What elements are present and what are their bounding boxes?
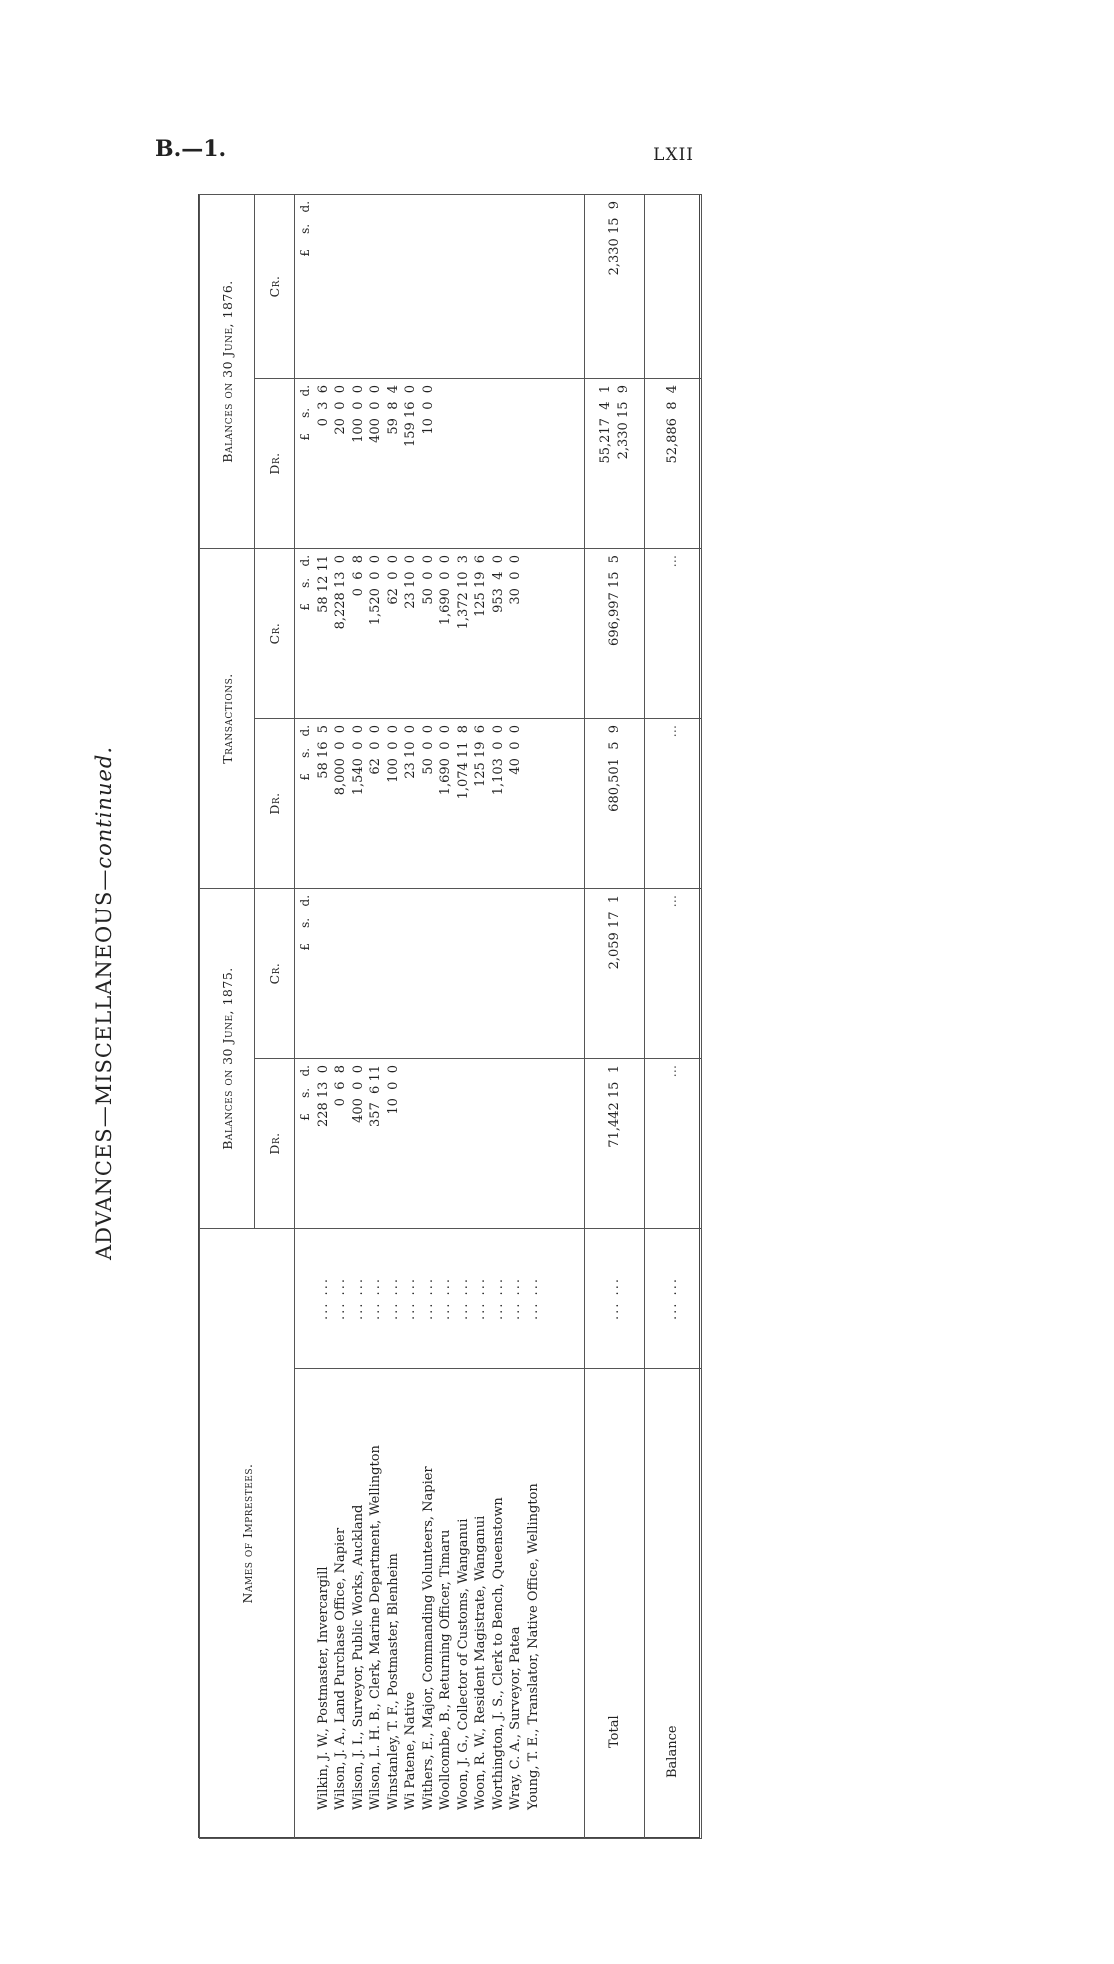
imprestee-name: Young, T. E., Translator, Native Office, Wellington (525, 1483, 541, 1810)
header-balances-1876: Balances on 30 June, 1876. (200, 194, 255, 548)
cell: 228 13 0 (315, 1065, 331, 1128)
imprestee-name: Woon, R. W., Resident Magistrate, Wanganui (473, 1515, 488, 1810)
cell: 20 0 0 (333, 384, 348, 435)
balance-label: Balance (645, 1369, 702, 1839)
col-1875-dr (295, 1059, 585, 1229)
leader-dots: ... ... ... ... ... ... ... ... ... ... ... ... ... ... ... ... ... ... ... ... ... ... ... ... ... ... (295, 1229, 585, 1369)
header-1876-cr: Cr. (255, 194, 295, 378)
units-label: £ s. d. (298, 724, 312, 781)
cell: 1,540 0 0 (350, 724, 366, 796)
cell: 357 6 11 (368, 1065, 383, 1128)
page-reference: B.—1. (155, 136, 227, 162)
cell: 1,690 0 0 (438, 554, 453, 626)
imprestee-name: Wray, C. A., Surveyor, Patea (508, 1626, 523, 1810)
balance-row: Balance ... ... ... ... ... ... 52,886 8 4 (645, 194, 702, 1838)
cell: 159 16 0 (403, 384, 418, 448)
imprestee-name: Wilson, L. H. B., Clerk, Marine Department, Wellington (368, 1445, 383, 1810)
cell: 23 10 0 (403, 724, 418, 779)
cell: 59 8 4 (385, 384, 401, 435)
cell: 953 4 0 (490, 554, 506, 613)
cell: 1,103 0 0 (490, 724, 506, 796)
cell: 100 0 0 (350, 384, 366, 443)
cell: 10 0 0 (420, 384, 436, 435)
imprestee-name: Wilson, J. I., Surveyor, Public Works, Auckland (350, 1504, 366, 1810)
total-trans-cr: 696,997 15 5 (585, 548, 645, 718)
cell: 30 0 0 (508, 554, 523, 605)
cell: 58 12 11 (315, 554, 331, 613)
cell: 125 19 6 (473, 724, 488, 788)
title-continued: continued. (92, 745, 116, 869)
balance-1876-dr: 52,886 8 4 (645, 378, 702, 548)
imprestee-name: Wilkin, J. W., Postmaster, Invercargill (315, 1566, 331, 1810)
imprestee-name: Woollcombe, B., Returning Officer, Timaru (438, 1529, 453, 1810)
cell: 40 0 0 (508, 724, 523, 775)
header-names: Names of Imprestees. (200, 1229, 295, 1839)
cell: 0 3 6 (315, 384, 331, 427)
total-1876-dr-line2: 2,330 15 9 (615, 384, 631, 460)
cell: 50 0 0 (420, 554, 436, 605)
imprestee-name: Woon, J. G., Collector of Customs, Wanganui (455, 1518, 471, 1810)
total-label: Total (585, 1369, 645, 1839)
units-label: £ s. d. (298, 894, 312, 951)
units-label: £ s. d. (298, 384, 312, 441)
header-trans-cr: Cr. (255, 548, 295, 718)
total-1875-cr: 2,059 17 1 (585, 888, 645, 1058)
cell: 400 0 0 (350, 1065, 366, 1123)
cell: 0 6 8 (350, 554, 366, 597)
imprestee-name: Worthington, J. S., Clerk to Bench, Queenstown (490, 1497, 506, 1810)
header-1875-cr: Cr. (255, 888, 295, 1058)
cell: 1,520 0 0 (368, 554, 383, 626)
total-trans-dr: 680,501 5 9 (585, 718, 645, 888)
title-main: ADVANCES—MISCELLANEOUS— (92, 868, 116, 1260)
cell: 125 19 6 (473, 554, 488, 618)
imprestee-name: Winstanley, T. F., Postmaster, Blenheim (385, 1553, 401, 1810)
units-label: £ s. d. (298, 1065, 312, 1121)
col-1875-cr (295, 888, 585, 1058)
cell: 1,074 11 8 (455, 724, 471, 800)
cell: 1,372 10 3 (455, 554, 471, 630)
cell: 8,228 13 0 (333, 554, 348, 630)
col-trans-dr (295, 718, 585, 888)
cell: 400 0 0 (368, 384, 383, 443)
total-row: Total ... ... 71,442 15 1 2,059 17 1 680,501 5 9 696,997 15 5 55,217 4 1 2,330 15 9 2,330 15 9 (585, 194, 645, 1838)
cell: 58 16 5 (315, 724, 331, 779)
imprestee-name: Withers, E., Major, Commanding Volunteers, Napier (420, 1466, 436, 1810)
cell: 10 0 0 (385, 1065, 401, 1115)
page-number: LXII (653, 145, 694, 165)
advances-table (199, 194, 702, 1839)
imprestee-names (295, 1369, 585, 1839)
total-1876-dr (585, 378, 645, 548)
imprestee-name: Wilson, J. A., Land Purchase Office, Napier (333, 1527, 348, 1810)
units-label: £ s. d. (298, 200, 312, 257)
total-1875-dr: 71,442 15 1 (585, 1059, 645, 1229)
header-1876-dr: Dr. (255, 378, 295, 548)
cell: 62 0 0 (385, 554, 401, 605)
cell: 1,690 0 0 (438, 724, 453, 796)
units-label: £ s. d. (298, 554, 312, 611)
col-1876-cr (295, 194, 585, 378)
col-trans-cr (295, 548, 585, 718)
header-trans-dr: Dr. (255, 718, 295, 888)
cell: 23 10 0 (403, 554, 418, 609)
advances-table-frame (198, 194, 700, 1838)
header-transactions: Transactions. (200, 548, 255, 888)
imprestee-name: Wi Patene, Native (403, 1691, 418, 1810)
col-1876-dr (295, 378, 585, 548)
header-balances-1875: Balances on 30 June, 1875. (200, 888, 255, 1228)
cell: 50 0 0 (420, 724, 436, 775)
total-1876-dr-line1: 55,217 4 1 (598, 384, 613, 464)
advances-table-rotated (199, 195, 701, 1839)
cell: 0 6 8 (333, 1065, 348, 1107)
page-title (92, 260, 122, 1260)
cell: 100 0 0 (385, 724, 401, 783)
total-1876-cr: 2,330 15 9 (585, 194, 645, 378)
cell: 62 0 0 (368, 724, 383, 775)
cell: 8,000 0 0 (333, 724, 348, 796)
header-1875-dr: Dr. (255, 1059, 295, 1229)
